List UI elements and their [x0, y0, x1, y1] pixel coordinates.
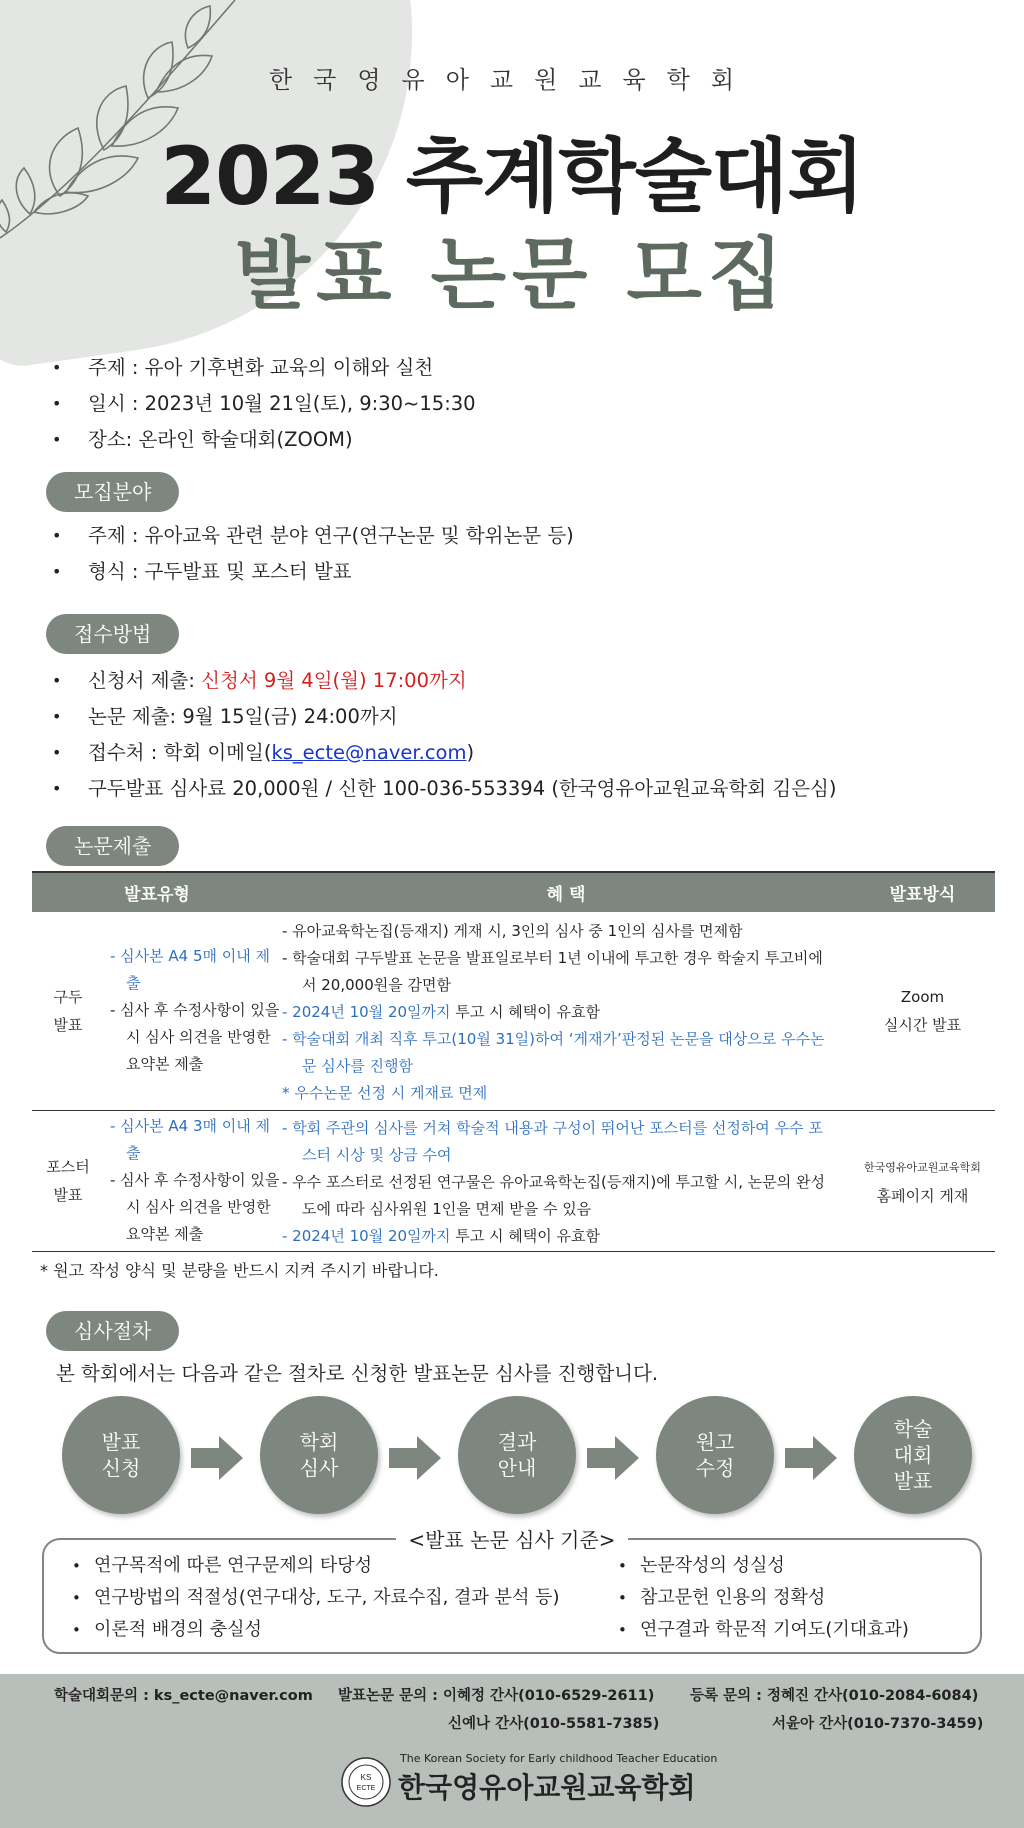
criteria-item: • 참고문헌 인용의 정확성 [618, 1582, 909, 1614]
apply-deadline: 신청서 9월 4일(월) 17:00까지 [201, 669, 467, 692]
page-title: 2023 추계학술대회 [160, 130, 864, 223]
field-format: • 형식 : 구두발표 및 포스터 발표 [52, 554, 574, 590]
header-method: 발표방식 [850, 872, 995, 912]
table-header-row [32, 872, 995, 912]
contact-label: 접수처 : 학회 이메일( [88, 741, 272, 764]
apply-label: 신청서 제출: [88, 669, 202, 692]
arrow-right-icon [785, 1436, 837, 1480]
method-paper: • 논문 제출: 9월 15일(금) 24:00까지 [52, 699, 836, 735]
step-apply: 발표 신청 [62, 1396, 180, 1514]
page-subtitle: 발표 논문 모집 [234, 230, 790, 320]
arrow-right-icon [587, 1436, 639, 1480]
step-revise: 원고 수정 [656, 1396, 774, 1514]
arrow-right-icon [191, 1436, 243, 1480]
overview-topic: • 주제 : 유아 기후변화 교육의 이해와 실천 [52, 350, 476, 386]
criteria-title: <발표 논문 심사 기준> [0, 1524, 1024, 1553]
footer-conf-contact: 학술대회문의 : ks_ecte@naver.com [54, 1688, 313, 1704]
submission-table [32, 871, 995, 1252]
poster-requirements: - 심사본 A4 3매 이내 제출 - 심사 후 수정사항이 있을 시 심사 의견을 반영한 요약본 제출 [104, 1110, 282, 1251]
overview-venue: • 장소: 온라인 학술대회(ZOOM) [52, 422, 476, 458]
header-type: 발표유형 [32, 872, 282, 912]
footer-paper-contact-1: 발표논문 문의 : 이혜정 간사(010-6529-2611) [338, 1688, 655, 1704]
oral-method: Zoom 실시간 발표 [850, 912, 995, 1110]
table-row-oral [32, 912, 995, 1110]
svg-text:KS: KS [360, 1773, 372, 1782]
step-present: 학술 대회 발표 [854, 1396, 972, 1514]
organization-name: 한국영유아교원교육학회 [268, 66, 756, 94]
footer-reg-contact-2: 서윤아 간사(010-7370-3459) [772, 1716, 984, 1732]
field-topic: • 주제 : 유아교육 관련 분야 연구(연구논문 및 학위논문 등) [52, 518, 574, 554]
step-review: 학회 심사 [260, 1396, 378, 1514]
header-benefit: 혜 택 [282, 872, 850, 912]
criteria-item: • 논문작성의 성실성 [618, 1550, 909, 1582]
poster-method: 한국영유아교원교육학회 홈페이지 게재 [850, 1110, 995, 1251]
contact-close: ) [466, 741, 475, 764]
overview-list [52, 350, 476, 458]
section-label-review: 심사절차 [46, 1311, 179, 1351]
table-row-poster [32, 1110, 995, 1251]
poster-type: 포스터 발표 [32, 1110, 104, 1251]
criteria-left-list [72, 1550, 559, 1646]
overview-date: • 일시 : 2023년 10월 21일(토), 9:30~15:30 [52, 386, 476, 422]
oral-type: 구두 발표 [32, 912, 104, 1110]
poster-benefits: - 학회 주관의 심사를 거쳐 학술적 내용과 구성이 뛰어난 포스터를 선정하여 우수 포스터 시상 및 상금 수여 - 우수 포스터로 선정된 연구물은 유아교육학논집(등재지)에 투고할 시, 논문의 완성도에 따라 심사위원 1인을 면제 받을 수 있음 - 2024년 10월 20일까지 투고 시 혜택이 유효함 [282, 1110, 850, 1251]
criteria-item: • 연구방법의 적절성(연구대상, 도구, 자료수집, 결과 분석 등) [72, 1582, 559, 1614]
criteria-item: • 이론적 배경의 충실성 [72, 1614, 559, 1646]
section-label-submission: 논문제출 [46, 826, 179, 866]
logo-english-name: The Korean Society for Early childhood Teacher Education [400, 1752, 718, 1765]
criteria-right-list [618, 1550, 909, 1646]
step-result: 결과 안내 [458, 1396, 576, 1514]
criteria-item: • 연구목적에 따른 연구문제의 타당성 [72, 1550, 559, 1582]
footer-paper-contact-2: 신예나 간사(010-5581-7385) [448, 1716, 660, 1732]
oral-benefits: - 유아교육학논집(등재지) 게재 시, 3인의 심사 중 1인의 심사를 면제함 - 학술대회 구두발표 논문을 발표일로부터 1년 이내에 투고한 경우 학술지 투고비에서 20,000원을 감면함 - 2024년 10월 20일까지 투고 시 혜택이 유효함 - 학술대회 개최 직후 투고(10월 31일)하여 ‘게재가’판정된 논문을 대상으로 우수논문 심사를 진행함 * 우수논문 선정 시 게재료 면제 [282, 912, 850, 1110]
svg-text:ECTE: ECTE [356, 1785, 376, 1792]
method-fee: • 구두발표 심사료 20,000원 / 신한 100-036-553394 (한국영유아교원교육학회 김은심) [52, 771, 836, 807]
footer-reg-contact-1: 등록 문의 : 정혜진 간사(010-2084-6084) [690, 1688, 979, 1704]
society-seal-icon [340, 1756, 392, 1808]
table-note: * 원고 작성 양식 및 분량을 반드시 지켜 주시기 바랍니다. [40, 1261, 439, 1280]
review-description: 본 학회에서는 다음과 같은 절차로 신청한 발표논문 심사를 진행합니다. [56, 1362, 659, 1385]
contact-email-link[interactable]: ks_ecte@naver.com [271, 741, 467, 764]
logo-korean-name: 한국영유아교원교육학회 [398, 1771, 696, 1804]
arrow-right-icon [389, 1436, 441, 1480]
method-apply [52, 663, 836, 699]
criteria-item: • 연구결과 학문적 기여도(기대효과) [618, 1614, 909, 1646]
method-list [52, 663, 836, 807]
section-label-field: 모집분야 [46, 472, 179, 512]
section-label-method: 접수방법 [46, 614, 179, 654]
oral-requirements: - 심사본 A4 5매 이내 제출 - 심사 후 수정사항이 있을 시 심사 의견을 반영한 요약본 제출 [104, 912, 282, 1110]
method-contact [52, 735, 836, 771]
field-list [52, 518, 574, 590]
